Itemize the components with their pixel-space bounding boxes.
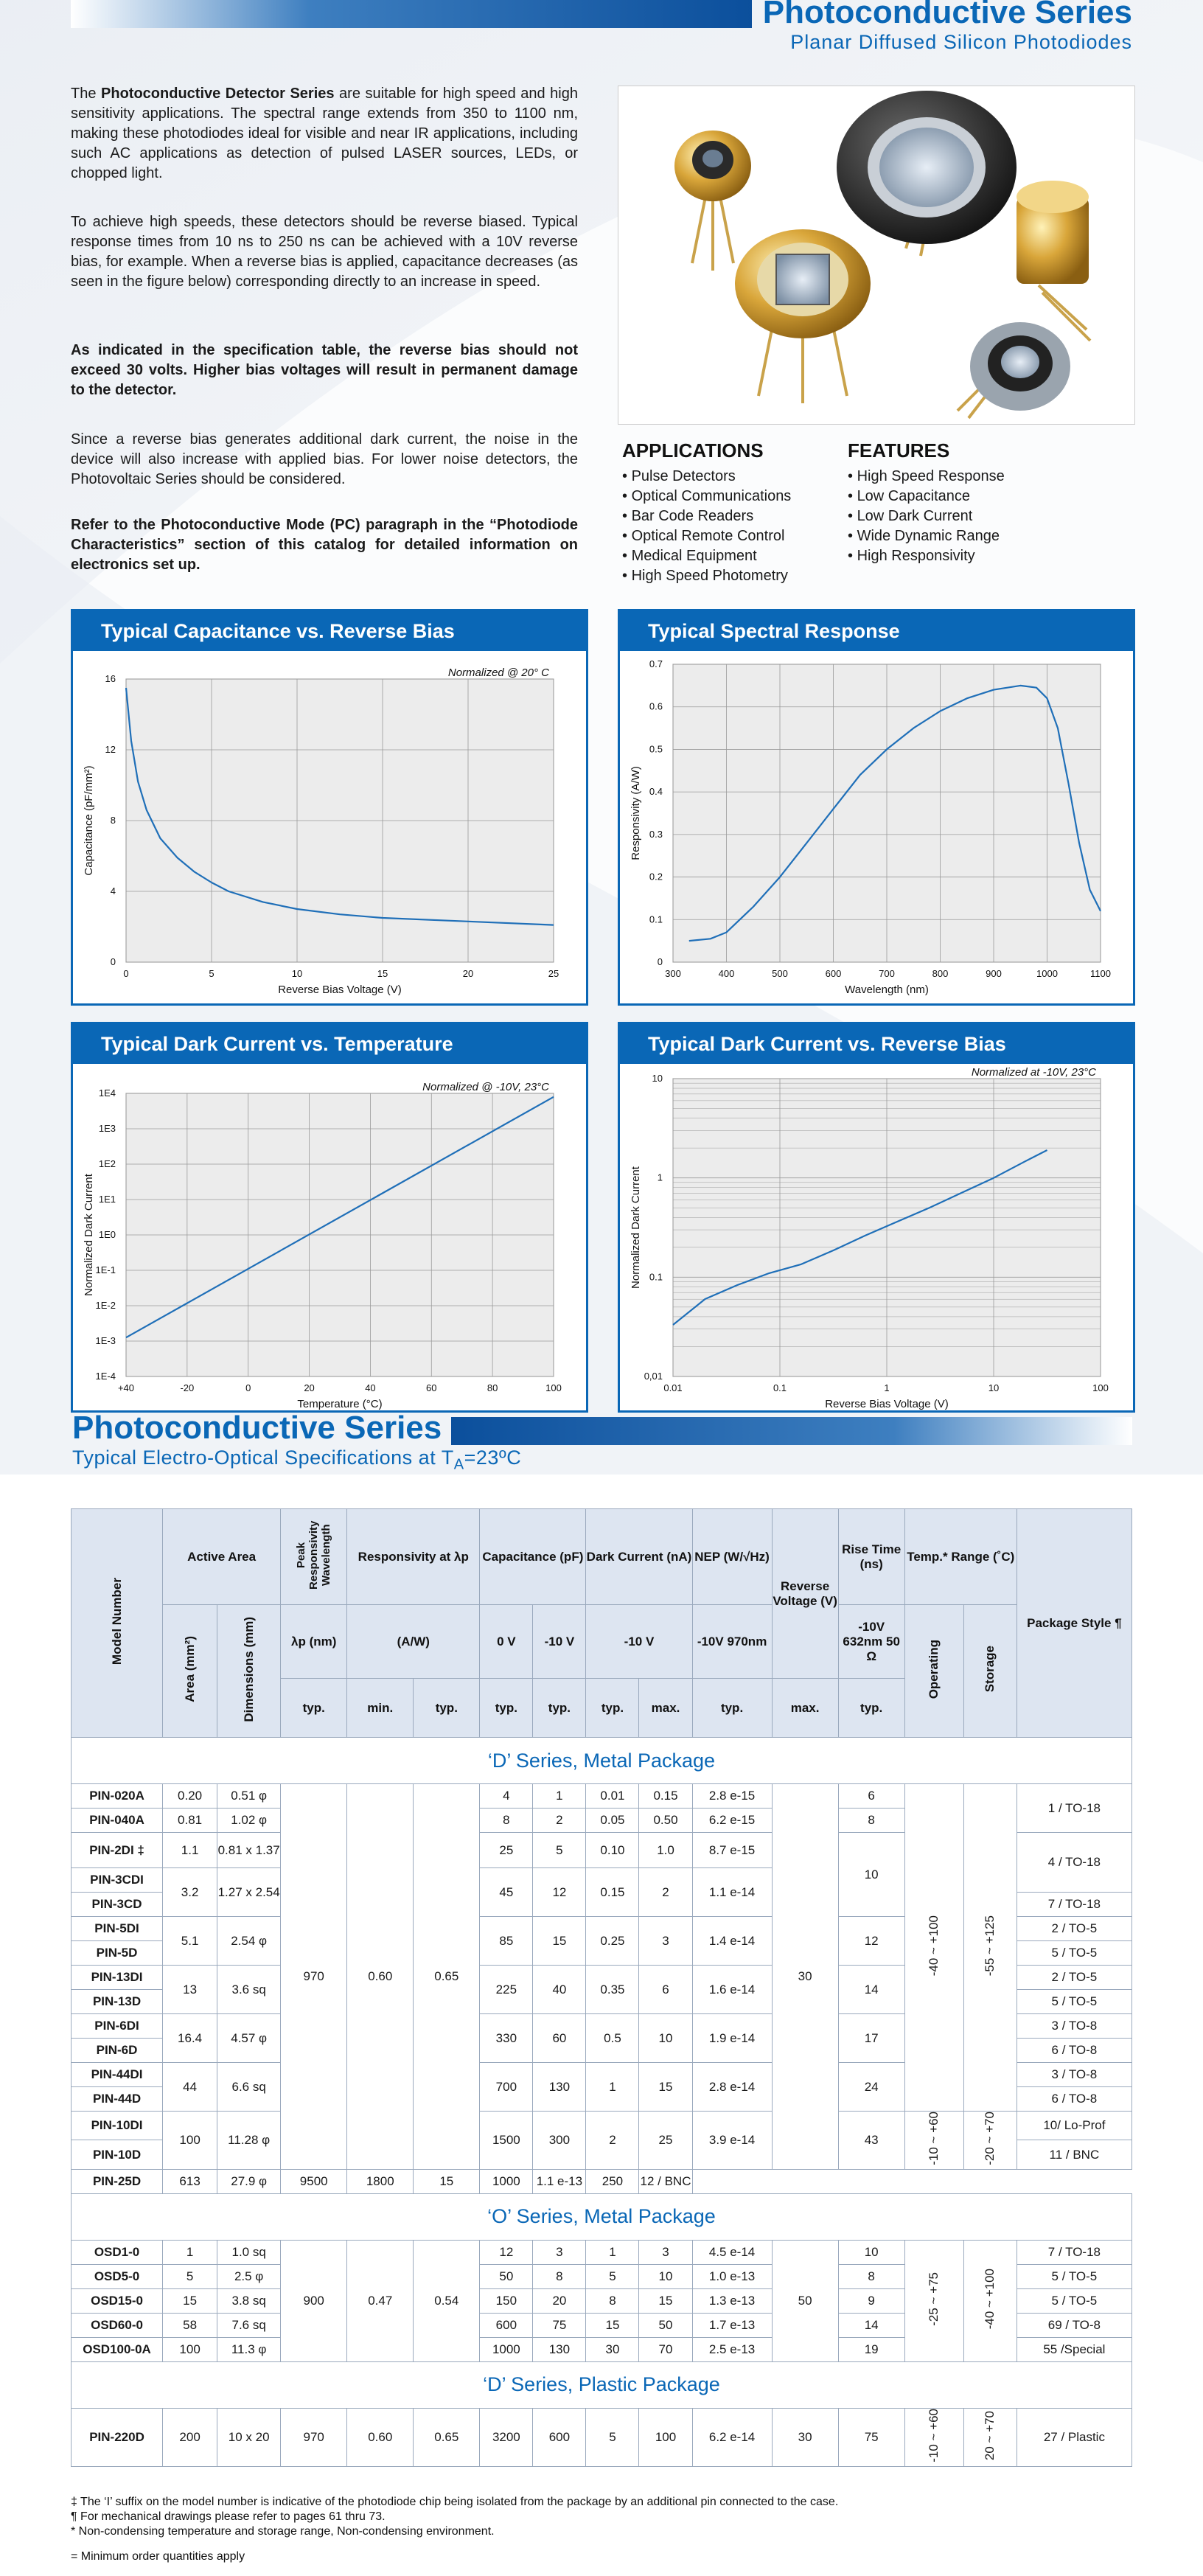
y-tick-label: 10 [652,1073,663,1084]
x-axis-label: Reverse Bias Voltage (V) [825,1398,949,1410]
table-row: PIN-5D 5 / TO-5 [72,1941,1132,1966]
features-heading: FEATURES [848,439,950,462]
header-cell: -10 V [586,1605,692,1679]
x-tick-label: +40 [117,1382,135,1393]
y-tick-label: 4 [110,885,116,897]
x-tick-label: 0.1 [773,1382,787,1393]
x-tick-label: 60 [426,1382,437,1393]
header-cell: max. [639,1679,692,1738]
list-item: • Optical Remote Control [622,526,843,546]
y-tick-label: 0 [657,956,663,967]
chart-spectral-response [618,609,1135,1006]
header-cell: Temp.* Range (˚C) [904,1509,1017,1605]
x-tick-label: 1100 [1090,968,1111,979]
header-cell: NEP (W/√Hz) [692,1509,772,1605]
y-tick-label: 0.4 [649,786,663,798]
chart-capacitance [71,609,588,1006]
y-tick-label: 12 [105,744,116,755]
intro-paragraph-2: To achieve high speeds, these detectors should be reverse biased. Typical response times from 10 ns to 250 ns can be achieved with a 10V reverse bias, for example. When a reverse bias is applied, capacitance decreases (as seen in the figure below) corresponding directly to an increase in speed. [71,214,578,290]
series-heading: ‘O’ Series, Metal Package [72,2193,1132,2240]
chart-dark-current-bias [618,1022,1135,1413]
table-row: PIN-6D 6 / TO-8 [72,2039,1132,2063]
chart-note: Normalized at -10V, 23°C [971,1066,1096,1079]
x-tick-label: 5 [209,968,215,979]
header-cell: Reverse Voltage (V) [772,1509,838,1679]
series-heading: ‘D’ Series, Metal Package [72,1738,1132,1784]
table-row: PIN-6DI 16.4 4.57 φ 330 60 0.5 10 1.9 e-14 17 3 / TO-8 [72,2014,1132,2039]
x-tick-label: 700 [879,968,895,979]
y-axis-label: Normalized Dark Current [630,1166,642,1289]
header-cell: Operating [904,1605,963,1738]
y-tick-label: 0.3 [649,828,663,840]
header-cell: -10V 970nm [692,1605,772,1679]
table-row: PIN-25D 613 27.9 φ 9500 1800 15 1000 1.1 e-13 250 12 / BNC [72,2169,1132,2193]
x-tick-label: 400 [718,968,735,979]
list-item: • Optical Communications [622,487,843,507]
header-cell: typ. [281,1679,347,1738]
x-tick-label: 0 [245,1382,251,1393]
header-cell: typ. [533,1679,586,1738]
features-list [848,467,1084,566]
y-tick-label: 1 [657,1172,663,1183]
table-row: PIN-3CDI 3.2 1.27 x 2.54 45 12 0.15 2 1.1 e-14 [72,1868,1132,1893]
chart-note: Normalized @ -10V, 23°C [422,1081,549,1093]
chart-canvas [620,651,1133,1003]
y-tick-label: 0.5 [649,743,663,755]
x-axis-label: Reverse Bias Voltage (V) [278,984,402,996]
list-item: • Bar Code Readers [622,507,843,526]
list-item: • Low Capacitance [848,487,1084,507]
spec-title: Photoconductive Series [72,1410,442,1446]
header-cell: λp (nm) [281,1605,347,1679]
features-section [848,439,1084,566]
series-heading-row [72,1738,1132,1784]
header-cell: max. [772,1679,838,1738]
y-tick-label: 1E-1 [95,1264,116,1275]
chart-title: Typical Capacitance vs. Reverse Bias [73,611,586,651]
x-tick-label: 20 [462,968,474,979]
x-tick-label: 40 [365,1382,376,1393]
list-item: • High Speed Response [848,467,1084,487]
product-photo [618,86,1135,425]
footnote-isolation: ‡ The ‘I’ suffix on the model number is indicative of the photodiode chip being isolated from the package by an additional pin connected to the case. [71,2496,839,2508]
x-tick-label: 0.01 [663,1382,683,1393]
intro-paragraph-3: As indicated in the specification table, the reverse bias should not exceed 30 volts. Higher bias voltages will result in permanent damage to the detector. [71,342,578,398]
header-cell: -10V 632nm 50 Ω [838,1605,904,1679]
section-bar [451,1417,1132,1445]
table-row: OSD5-0 5 2.5 φ 50 8 5 10 1.0 e-13 8 5 / TO-5 [72,2264,1132,2288]
y-tick-label: 1E1 [98,1194,116,1205]
table-row: PIN-10D 11 / BNC [72,2140,1132,2169]
list-item: • Pulse Detectors [622,467,843,487]
table-row: PIN-44DI 44 6.6 sq 700 130 1 15 2.8 e-14 24 3 / TO-8 [72,2063,1132,2087]
list-item: • Medical Equipment [622,546,843,566]
x-tick-label: 20 [304,1382,315,1393]
list-item: • High Speed Photometry [622,566,843,586]
header-cell: Package Style ¶ [1017,1509,1131,1738]
x-tick-label: 15 [377,968,388,979]
chart-canvas [620,1064,1133,1410]
list-item: • Wide Dynamic Range [848,526,1084,546]
y-tick-label: 1E-2 [95,1300,116,1311]
x-tick-label: 900 [986,968,1002,979]
table-row: PIN-44D 6 / TO-8 [72,2087,1132,2112]
header-cell: Capacitance (pF) [480,1509,586,1605]
applications-section [622,439,843,586]
header-cell: min. [347,1679,414,1738]
x-tick-label: 0 [123,968,129,979]
table-row: OSD60-0 58 7.6 sq 600 75 15 50 1.7 e-13 14 69 / TO-8 [72,2313,1132,2337]
chart-note: Normalized @ 20° C [447,666,549,679]
y-axis-label: Responsivity (A/W) [630,766,642,860]
y-tick-label: 0.6 [649,700,663,712]
header-cell: 0 V [480,1605,533,1679]
y-tick-label: 1E-4 [95,1371,116,1382]
y-tick-label: 0.1 [649,913,663,925]
x-tick-label: 300 [665,968,681,979]
footnote-drawings: ¶ For mechanical drawings please refer to pages 61 thru 73. [71,2510,386,2523]
table-row: OSD15-0 15 3.8 sq 150 20 8 15 1.3 e-13 9 5 / TO-5 [72,2288,1132,2313]
header-cell: Area (mm²) [163,1605,217,1738]
table-row: PIN-220D 200 10 x 20 970 0.60 0.65 3200 600 5 100 6.2 e-14 30 75 -10 ~ +60 20 ~ +70 27 / Plastic [72,2408,1132,2466]
y-tick-label: 1E2 [98,1158,116,1169]
header-cell: typ. [414,1679,480,1738]
x-tick-label: 600 [825,968,842,979]
footnote-min-order: = Minimum order quantities apply [71,2550,245,2563]
y-tick-label: 1E4 [98,1087,116,1099]
table-row: PIN-5DI 5.1 2.54 φ 85 15 0.25 3 1.4 e-14 12 2 / TO-5 [72,1917,1132,1941]
y-tick-label: 8 [110,815,116,826]
x-tick-label: 100 [1092,1382,1109,1393]
footnote-temperature: * Non-condensing temperature and storage range, Non-condensing environment. [71,2525,495,2538]
x-tick-label: 1 [884,1382,890,1393]
header-cell: (A/W) [347,1605,480,1679]
header-cell: Peak Responsivity Wavelength [281,1509,347,1605]
y-axis-label: Capacitance (pF/mm²) [83,765,95,876]
x-tick-label: -20 [180,1382,195,1393]
x-tick-label: 100 [545,1382,562,1393]
intro-paragraph-1: The Photoconductive Detector Series are suitable for high speed and high sensitivity applications. The spectral range extends from 350 to 1100 nm, making these photodiodes ideal for visible and near IR applications, including such AC applications as detection of pulsed LASER sources, LEDs, or chopped light. [71,86,578,181]
y-tick-label: 1E-3 [95,1335,116,1346]
table-row: OSD100-0A 100 11.3 φ 1000 130 30 70 2.5 e-13 19 55 /Special [72,2337,1132,2361]
series-heading-row [72,2193,1132,2240]
intro-paragraph-4: Since a reverse bias generates additional dark current, the noise in the device will also increase with applied bias. For lower noise detectors, the Photovoltaic Series should be considered. [71,431,578,487]
header-cell: Storage [963,1605,1017,1738]
y-tick-label: 1E3 [98,1123,116,1134]
header-cell: Dimensions (mm) [217,1605,281,1738]
header-cell: typ. [586,1679,639,1738]
page-subtitle: Planar Diffused Silicon Photodiodes [790,31,1132,53]
x-tick-label: 500 [772,968,788,979]
table-row: PIN-13D 5 / TO-5 [72,1990,1132,2014]
header-cell: -10 V [533,1605,586,1679]
header-cell: typ. [838,1679,904,1738]
x-tick-label: 80 [487,1382,498,1393]
table-row: PIN-3CD 7 / TO-18 [72,1893,1132,1917]
spec-table [71,1508,1132,2467]
x-axis-label: Temperature (°C) [297,1398,383,1410]
y-tick-label: 0 [110,956,116,967]
y-axis-label: Normalized Dark Current [83,1174,95,1296]
table-row: PIN-2DI ‡ 1.1 0.81 x 1.37 25 5 0.10 1.0 8.7 e-15 10 4 / TO-18 [72,1833,1132,1868]
list-item: • High Responsivity [848,546,1084,566]
y-tick-label: 0.2 [649,871,663,883]
chart-title: Typical Spectral Response [620,611,1133,651]
header-cell: Active Area [163,1509,281,1605]
table-row: OSD1-0 1 1.0 sq 900 0.47 0.54 12 3 1 3 4.5 e-14 50 10 -25 ~ +75 -40 ~ +100 7 / TO-18 [72,2240,1132,2264]
x-tick-label: 10 [988,1382,1000,1393]
y-tick-label: 1E0 [98,1229,116,1240]
y-tick-label: 0.7 [649,658,663,669]
page-title: Photoconductive Series [762,0,1132,30]
spec-subtitle: Typical Electro-Optical Specifications at $T_A=23ºC$ [72,1447,522,1473]
header-cell: Rise Time (ns) [838,1509,904,1605]
header-cell: Responsivity at λp [347,1509,480,1605]
header-cell: Model Number [72,1509,163,1738]
x-tick-label: 1000 [1036,968,1058,979]
applications-heading: APPLICATIONS [622,439,764,462]
series-heading: ‘D’ Series, Plastic Package [72,2361,1132,2408]
title-bar [71,0,752,28]
header-cell: typ. [480,1679,533,1738]
chart-canvas [73,1064,586,1410]
y-tick-label: 0.1 [649,1271,663,1283]
chart-title: Typical Dark Current vs. Reverse Bias [620,1024,1133,1064]
list-item: • Low Dark Current [848,507,1084,526]
x-tick-label: 800 [932,968,949,979]
chart-canvas [73,651,586,1003]
header-cell: typ. [692,1679,772,1738]
table-row: PIN-020A 0.20 0.51 φ 970 0.60 0.65 4 1 0.01 0.15 2.8 e-15 30 6 -40 ~ +100 -55 ~ +125 1 / TO-18 [72,1784,1132,1809]
table-row: PIN-10DI 100 11.28 φ 1500 300 2 25 3.9 e-14 43 -10 ~ +60 -20 ~ +70 10/ Lo-Prof [72,2112,1132,2140]
x-tick-label: 10 [291,968,303,979]
x-axis-label: Wavelength (nm) [845,984,929,996]
y-tick-label: 16 [105,673,116,684]
x-tick-label: 25 [548,968,559,979]
series-heading-row [72,2361,1132,2408]
y-tick-label: 0,01 [644,1371,663,1382]
header-cell: Dark Current (nA) [586,1509,692,1605]
chart-title: Typical Dark Current vs. Temperature [73,1024,586,1064]
intro-paragraph-5: Refer to the Photoconductive Mode (PC) paragraph in the “Photodiode Characteristics” section of this catalog for detailed information on electronics set up. [71,517,578,573]
table-row: PIN-13DI 13 3.6 sq 225 40 0.35 6 1.6 e-14 14 2 / TO-5 [72,1966,1132,1990]
applications-list [622,467,843,586]
chart-dark-current-temperature [71,1022,588,1413]
table-row: PIN-040A 0.81 1.02 φ 8 2 0.05 0.50 6.2 e-15 8 [72,1809,1132,1833]
